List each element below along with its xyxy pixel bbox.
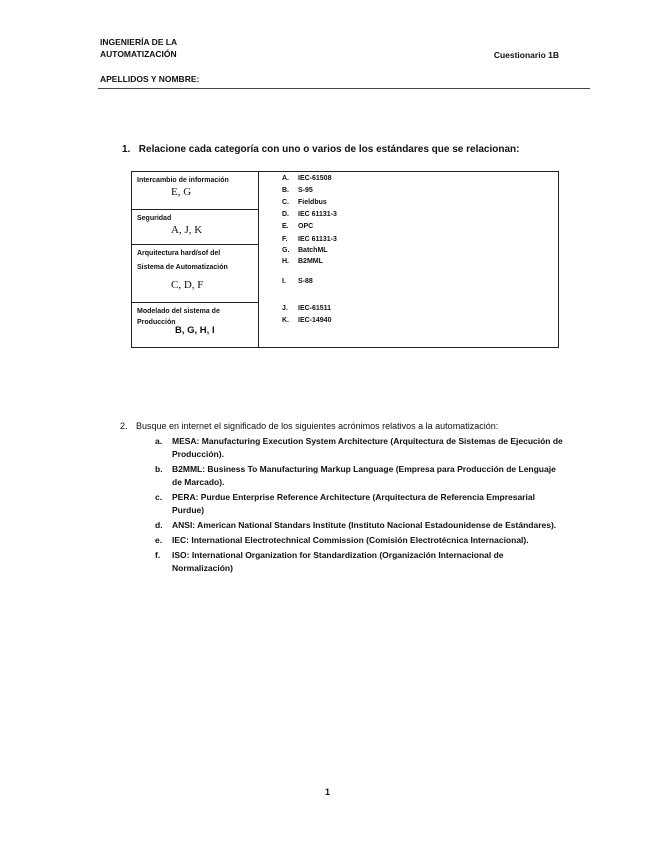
category-row	[132, 244, 258, 302]
category-label: Arquitectura hard/sof del Sistema de Automatización	[137, 250, 228, 271]
item-text: ANSI: American National Standars Institute (Instituto Nacional Estadounidense de Estándares).	[172, 520, 557, 530]
standard-item	[282, 187, 313, 194]
standard-letter: A.	[282, 175, 289, 182]
acronym-item	[155, 463, 565, 489]
standard-name: IEC 61131-3	[298, 211, 337, 218]
item-marker: a.	[155, 436, 163, 446]
standard-name: B2MML	[298, 258, 323, 265]
standard-name: BatchML	[298, 247, 328, 254]
standard-name: OPC	[298, 223, 314, 230]
item-marker: c.	[155, 492, 163, 502]
item-text: B2MML: Business To Manufacturing Markup Language (Empresa para Producción de Lenguaje de Marcado).	[172, 464, 556, 487]
standard-name: IEC 61131-3	[298, 236, 337, 243]
question-1-number: 1.	[122, 144, 131, 155]
standard-item	[282, 278, 313, 285]
page-number: 1	[324, 787, 330, 797]
question-1-title	[122, 144, 519, 155]
standard-letter: J.	[282, 305, 288, 312]
acronym-item	[155, 491, 565, 517]
question-2-text: Busque en internet el significado de los siguientes acrónimos relativos a la automatización:	[136, 421, 499, 431]
standard-item	[282, 175, 331, 182]
standard-name: Fieldbus	[298, 199, 327, 206]
standard-letter: F.	[282, 236, 288, 243]
item-text: MESA: Manufacturing Execution System Architecture (Arquitectura de Sistemas de Ejecución de Producción).	[172, 436, 563, 459]
acronym-list	[155, 435, 565, 577]
question-2-number: 2.	[120, 421, 128, 431]
standard-item	[282, 211, 337, 218]
standard-item	[282, 305, 331, 312]
document-title: Cuestionario 1B	[493, 50, 559, 60]
standard-name: S-88	[298, 278, 313, 285]
standard-name: IEC-14940	[298, 317, 332, 324]
standard-name: IEC-61508	[298, 175, 332, 182]
category-answer: C, D, F	[171, 279, 204, 291]
standard-name: IEC-61511	[298, 305, 332, 312]
standard-item	[282, 199, 327, 206]
standard-letter: G.	[282, 247, 290, 254]
item-marker: e.	[155, 535, 163, 545]
acronym-item	[155, 534, 565, 547]
category-row	[132, 209, 258, 244]
acronym-item	[155, 435, 565, 461]
item-text: ISO: International Organization for Standardization (Organización Internacional de Normalización)	[172, 550, 504, 573]
standard-letter: H.	[282, 258, 289, 265]
standard-letter: D.	[282, 211, 289, 218]
header-divider	[98, 88, 590, 89]
item-marker: d.	[155, 520, 163, 530]
category-label: Seguridad	[137, 215, 172, 222]
course-title	[100, 36, 177, 60]
category-label: Modelado del sistema de Producción	[137, 308, 220, 326]
category-row	[132, 172, 258, 209]
name-label: APELLIDOS Y NOMBRE:	[100, 74, 200, 84]
matching-table	[131, 171, 559, 348]
categories-column	[132, 172, 259, 347]
category-answer: A, J, K	[171, 224, 203, 236]
standard-letter: E.	[282, 223, 289, 230]
category-label: Intercambio de información	[137, 177, 229, 184]
standard-item	[282, 317, 331, 324]
standard-letter: K.	[282, 317, 289, 324]
item-text: PERA: Purdue Enterprise Reference Architecture (Arquitectura de Referencia Empresarial Purdue)	[172, 492, 535, 515]
question-1-text: Relacione cada categoría con uno o varios de los estándares que se relacionan:	[138, 144, 520, 155]
standard-item	[282, 247, 328, 254]
category-answer: B, G, H, I	[175, 325, 215, 336]
course-title-line1: INGENIERÍA DE LA	[100, 37, 178, 47]
standard-letter: I.	[282, 278, 286, 285]
standard-item	[282, 236, 337, 243]
item-marker: f.	[155, 550, 161, 560]
standard-name: S-95	[298, 187, 313, 194]
category-row	[132, 302, 258, 347]
question-2-title	[120, 421, 498, 431]
standard-letter: C.	[282, 199, 289, 206]
item-text: IEC: International Electrotechnical Commission (Comisión Electrotécnica Internacional).	[172, 535, 529, 545]
standard-item	[282, 223, 313, 230]
category-answer: E, G	[171, 186, 192, 198]
acronym-item	[155, 549, 565, 575]
standard-item	[282, 258, 323, 265]
item-marker: b.	[155, 464, 163, 474]
acronym-item	[155, 519, 565, 532]
standard-letter: B.	[282, 187, 289, 194]
course-title-line2: AUTOMATIZACIÓN	[100, 49, 177, 59]
